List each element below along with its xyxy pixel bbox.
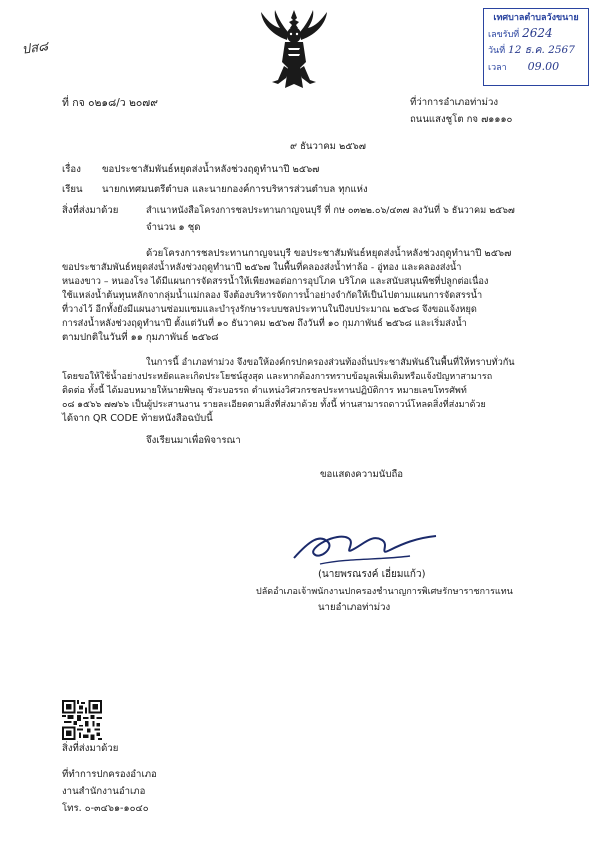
to-text: นายกเทศมนตรีตำบล และนายกองค์การบริหารส่วนตำบล ทุกแห่ง bbox=[102, 184, 368, 195]
text-line: ๐๘ ๑๕๖๖ ๗๗๖๖ เป็นผู้ประสานงาน รายละเอียดตามสิ่งที่ส่งมาด้วย ทั้งนี้ ท่านสามารถดาวน์โหลดสิ่งที่ส่งมาด้วย bbox=[62, 400, 486, 410]
stamp-time-value: 09.00 bbox=[527, 60, 560, 73]
body-paragraph-2 bbox=[62, 356, 552, 426]
stamp-recv-label: เลขรับที่ bbox=[488, 30, 520, 40]
signer-position: ปลัดอำเภอเจ้าพนักงานปกครองชำนาญการพิเศษรักษาราชการแทน bbox=[256, 587, 513, 597]
signer-name: (นายพรณรงค์ เอี่ยมแก้ว) bbox=[318, 569, 426, 580]
stamp-date-value: 12 ธ.ค. 2567 bbox=[508, 44, 575, 56]
text-line: ขอประชาสัมพันธ์หยุดส่งน้ำหลังช่วงฤดูทำนาปี ๒๕๖๗ ในพื้นที่คลองส่งน้ำท่าล้อ - อู่ทอง และคลองส่งน้ำ bbox=[62, 262, 462, 273]
text-line: ติดต่อ ทั้งนี้ ได้มอบหมายให้นายพิษณุ ชัวะบอรรถ ตำแหน่งวิศวกรชลประทานปฏิบัติการ หมายเลขโทรศัพท์ bbox=[62, 386, 467, 396]
body-paragraph-1 bbox=[62, 247, 552, 345]
text-line: โดยขอให้ใช้น้ำอย่างประหยัดและเกิดประโยชน์สูงสุด และหากต้องการทราบข้อมูลเพิ่มเติมหรือแจ้งปัญหาสามารถ bbox=[62, 372, 493, 382]
text-line: ในการนี้ อำเภอท่าม่วง จึงขอให้องค์กรปกครองส่วนท้องถิ่นประชาสัมพันธ์ในพื้นที่ให้ทราบทั่วกัน bbox=[146, 357, 515, 368]
stamp-time-label: เวลา bbox=[488, 63, 507, 73]
text-line: ด้วยโครงการชลประทานกาญจนบุรี ขอประชาสัมพันธ์หยุดส่งน้ำหลังช่วงฤดูทำนาปี ๒๕๖๗ bbox=[146, 248, 512, 259]
stamp-org: เทศบาลตำบลวังขนาย bbox=[493, 13, 579, 23]
attachment-line2: จำนวน ๑ ชุด bbox=[146, 222, 201, 233]
stamp-date-label: วันที่ bbox=[488, 46, 506, 56]
footer-phone: โทร. ๐-๓๔๖๑-๑๐๔๐ bbox=[62, 803, 149, 814]
signature-icon bbox=[290, 520, 440, 570]
regards-line: ขอแสดงความนับถือ bbox=[320, 469, 404, 480]
receiving-stamp bbox=[483, 8, 589, 86]
text-line: การส่งน้ำหลังช่วงฤดูทำนาปี ตั้งแต่วันที่ ๑๐ ธันวาคม ๒๕๖๗ ถึงวันที่ ๑๐ กุมภาพันธ์ ๒๕๖๘ และเริ่มส่งน้ำ bbox=[62, 318, 467, 329]
text-line: ได้จาก QR CODE ท้ายหนังสือฉบับนี้ bbox=[62, 413, 213, 424]
office-name: ที่ว่าการอำเภอท่าม่วง bbox=[410, 97, 499, 108]
stamp-recv-no: 2624 bbox=[522, 26, 553, 40]
office-address: ถนนแสงชูโต กจ ๗๑๑๑๐ bbox=[410, 114, 513, 125]
letter-date: ๙ ธันวาคม ๒๕๖๗ bbox=[290, 141, 366, 152]
to-label: เรียน bbox=[62, 184, 83, 195]
garuda-emblem-icon bbox=[258, 8, 330, 92]
subject-text: ขอประชาสัมพันธ์หยุดส่งน้ำหลังช่วงฤดูทำนาปี ๒๕๖๗ bbox=[102, 164, 320, 175]
subject-label: เรื่อง bbox=[62, 164, 81, 175]
attachment-line1: สำเนาหนังสือโครงการชลประทานกาญจนบุรี ที่ กษ ๐๓๒๒.๐๖/๔๓๗ ลงวันที่ ๖ ธันวาคม ๒๕๖๗ bbox=[146, 205, 515, 216]
qr-caption: สิ่งที่ส่งมาด้วย bbox=[62, 743, 119, 754]
text-line: ตามปกติในวันที่ ๑๑ กุมภาพันธ์ ๒๕๖๘ bbox=[62, 332, 219, 343]
text-line: หนองขาว – หนองโรง ได้มีแผนการจัดสรรน้ำให้เพียงพอต่อการอุปโภค บริโภค และสนับสนุนพืชที่ปลูกต่อเนื่อง bbox=[62, 276, 489, 287]
margin-note: ปส๘ bbox=[21, 39, 50, 58]
footer-section: งานสำนักงานอำเภอ bbox=[62, 786, 146, 797]
qr-code-icon bbox=[62, 700, 102, 740]
reference-number: ที่ กจ ๐๒๑๘/ว ๒๐๗๙ bbox=[62, 97, 158, 109]
signer-title: นายอำเภอท่าม่วง bbox=[318, 602, 391, 613]
text-line: ที่วางไว้ อีกทั้งยังมีแผนงานซ่อมแซมและบำรุงรักษาระบบชลประทานในปีงบประมาณ ๒๕๖๘ จึงขอแจ้งหยุด bbox=[62, 304, 477, 315]
attachment-label: สิ่งที่ส่งมาด้วย bbox=[62, 205, 119, 216]
closing-line: จึงเรียนมาเพื่อพิจารณา bbox=[146, 435, 241, 446]
footer-dept: ที่ทำการปกครองอำเภอ bbox=[62, 769, 157, 780]
text-line: ใช้แหล่งน้ำต้นทุนหลักจากลุ่มน้ำแม่กลอง จึงต้องบริหารจัดการน้ำอย่างจำกัดให้เป็นไปตามแผนการจัดสรรน้ำ bbox=[62, 290, 483, 301]
